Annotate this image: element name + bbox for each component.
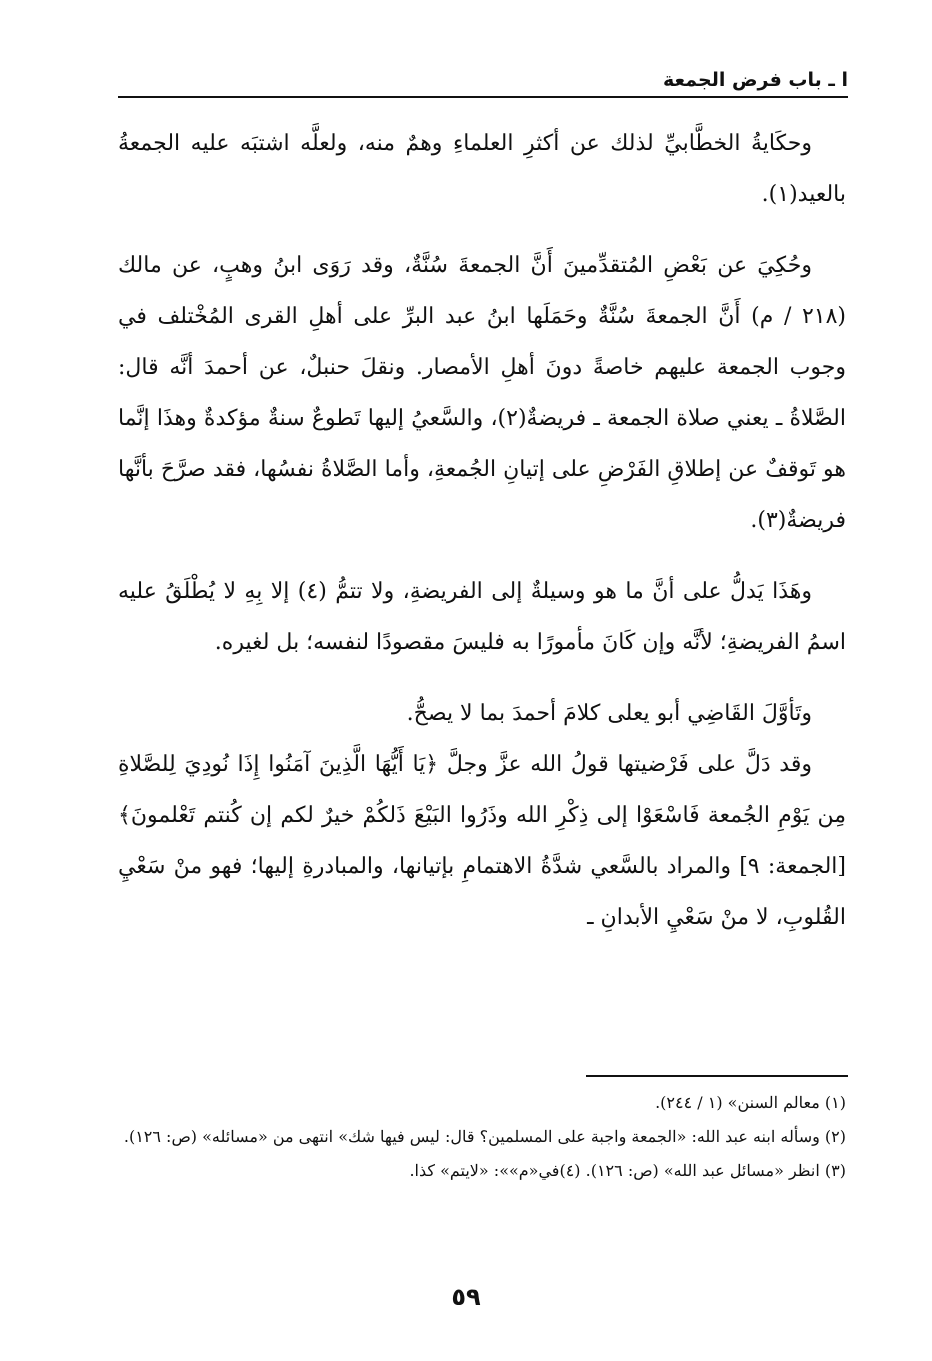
footnote-2: (٢) وسأله ابنه عبد الله: «الجمعة واجبة على المسلمين؟ قال: ليس فيها شك» انتهى من «مسائله» (ص: ١٢٦). (123, 1127, 846, 1146)
paragraph-4: وتَأوَّلَ القَاضِي أبو يعلى كلامَ أحمدَ بما لا يصحُّ. (406, 701, 812, 726)
page-number: ٥٩ (451, 1283, 481, 1311)
paragraph-5: وقد دَلَّ على فَرْضيتها قولُ الله عزَّ وجلَّ ﴿يَا أَيُّهَا الَّذِينَ آمَنُوا إِذَا نُودِيَ لِلصَّلاةِ مِن يَوْمِ الجُمعة فَاسْعَوْا إلى ذِكْرِ الله وذَرُوا البَيْعَ ذَلكُمْ خيرٌ لكم إن كُنتم تَعْلمونَ﴾ [الجمعة: ٩] والمراد بالسَّعي شدَّةُ الاهتمامِ بإتيانها، والمبادرةِ إليها؛ فهو منْ سَعْيِ القُلوبِ، لا منْ سَعْيِ الأبدانِ ـ (118, 752, 847, 930)
footnote-separator (586, 1075, 848, 1077)
footnote-1: (١) معالم السنن» (١ / ٢٤٤). (655, 1093, 846, 1112)
footnotes (118, 1087, 846, 1189)
chapter-title: ا ـ باب فرض الجمعة (663, 69, 848, 91)
main-text (118, 118, 846, 963)
running-header (118, 66, 848, 98)
paragraph-2: وحُكِيَ عن بَعْضِ المُتقدِّمينَ أَنَّ الجمعةَ سُنَّةٌ، وقد رَوَى ابنُ وهبٍ، عن مالك (٢١٨ / م) أَنَّ الجمعةَ سُنَّةٌ وحَمَلَها ابنُ عبد البرِّ على أهلِ القرى المُخْتلف في وجوب الجمعة عليهم خاصةً دونَ أهلِ الأمصار. ونقلَ حنبلٌ، عن أحمدَ أنَّه قال: الصَّلاةُ ـ يعني صلاة الجمعة ـ فريضةٌ(٢)، والسَّعيُ إليها تَطوعٌ سنةٌ مؤكدةٌ وهذَا إنَّما هو تَوقفٌ عن إطلاقِ الفَرْضِ على إتيانِ الجُمعةِ، وأما الصَّلاةُ نفسُها، فقد صرَّحَ بأنَّها فريضةٌ(٣). (118, 253, 847, 533)
paragraph-1: وحكَايةُ الخطَّابيِّ لذلك عن أكثرِ العلماءِ وهمٌ منه، ولعلَّه اشتبَه عليه الجمعةُ بالعيد(١). (118, 131, 846, 207)
footnote-3: (٣) انظر «مسائل عبد الله» (ص: ١٢٦). (٤)في«م»»: «لايتم» كذا. (409, 1161, 846, 1180)
paragraph-3: وهَذَا يَدلُّ على أنَّ ما هو وسيلةٌ إلى الفريضةِ، ولا تتمُّ (٤) إلا بِهِ لا يُطْلَقُ عليه اسمُ الفريضةِ؛ لأنَّه وإن كَانَ مأمورًا به فليسَ مقصودًا لنفسه؛ بل لغيره. (118, 579, 846, 655)
